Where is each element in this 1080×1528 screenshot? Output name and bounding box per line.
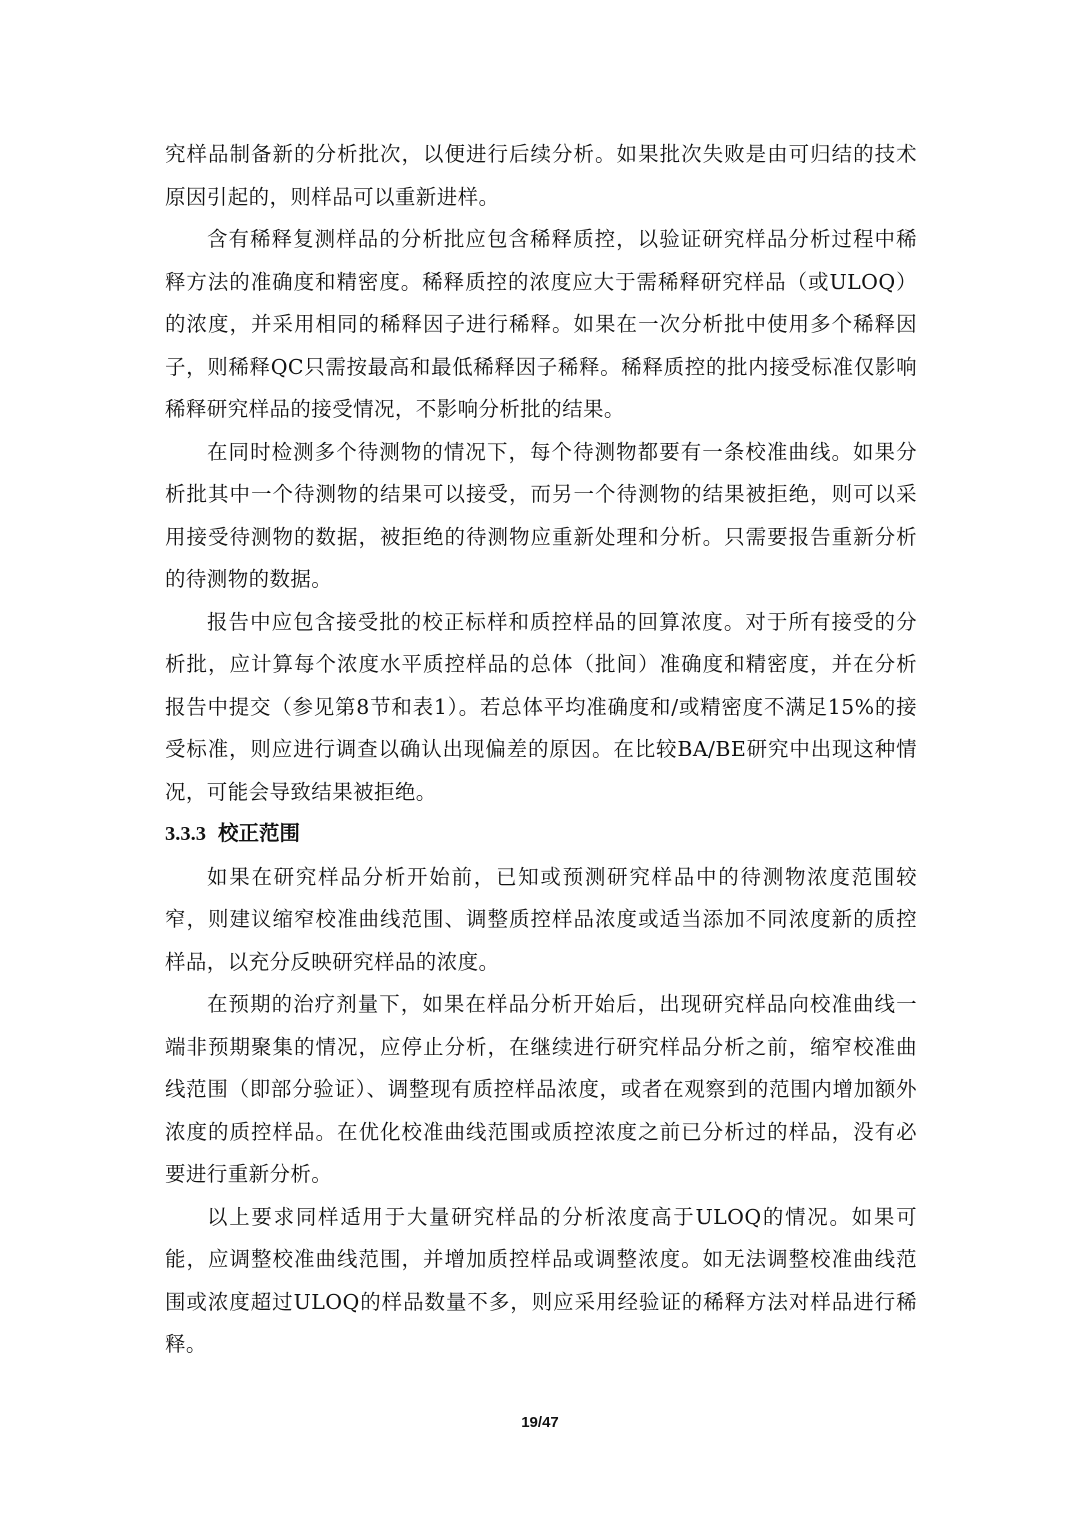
paragraph-narrow-range: 如果在研究样品分析开始前，已知或预测研究样品中的待测物浓度范围较窄，则建议缩窄校准曲线范围、调整质控样品浓度或适当添加不同浓度新的质控样品，以充分反映研究样品的浓度。 — [165, 864, 917, 974]
paragraph-multiple-analytes: 在同时检测多个待测物的情况下，每个待测物都要有一条校准曲线。如果分析批其中一个待测物的结果可以接受，而另一个待测物的结果被拒绝，则可以采用接受待测物的数据，被拒绝的待测物应重新处理和分析。只需要报告重新分析的待测物的数据。 — [165, 439, 917, 591]
paragraph-continuation: 究样品制备新的分析批次，以便进行后续分析。如果批次失败是由可归结的技术原因引起的，则样品可以重新进样。 — [165, 142, 917, 209]
section-title: 校正范围 — [218, 823, 300, 845]
page-number: 19/47 — [521, 1414, 559, 1431]
section-heading — [165, 813, 917, 856]
page-body — [165, 133, 917, 1366]
paragraph-report-requirements: 报告中应包含接受批的校正标样和质控样品的回算浓度。对于所有接受的分析批，应计算每个浓度水平质控样品的总体（批间）准确度和精密度，并在分析报告中提交（参见第8节和表1）。若总体平均准确度和/或精密度不满足15%的接受标准，则应进行调查以确认出现偏差的原因。在比较BA/BE研究中出现这种情况，可能会导致结果被拒绝。 — [165, 609, 917, 804]
paragraph-dilution-qc: 含有稀释复测样品的分析批应包含稀释质控，以验证研究样品分析过程中稀释方法的准确度和精密度。稀释质控的浓度应大于需稀释研究样品（或ULOQ）的浓度，并采用相同的稀释因子进行稀释。如果在一次分析批中使用多个稀释因子，则稀释QC只需按最高和最低稀释因子稀释。稀释质控的批内接受标准仅影响稀释研究样品的接受情况，不影响分析批的结果。 — [165, 227, 917, 421]
paragraph-unexpected-clustering: 在预期的治疗剂量下，如果在样品分析开始后，出现研究样品向校准曲线一端非预期聚集的情况，应停止分析，在继续进行研究样品分析之前，缩窄校准曲线范围（即部分验证）、调整现有质控样品浓度，或者在观察到的范围内增加额外浓度的质控样品。在优化校准曲线范围或质控浓度之前已分析过的样品，没有必要进行重新分析。 — [165, 992, 917, 1186]
section-number: 3.3.3 — [165, 823, 206, 845]
paragraph-above-uloq: 以上要求同样适用于大量研究样品的分析浓度高于ULOQ的情况。如果可能，应调整校准曲线范围，并增加质控样品或调整浓度。如无法调整校准曲线范围或浓度超过ULOQ的样品数量不多，则应采用经验证的稀释方法对样品进行稀释。 — [165, 1204, 917, 1356]
